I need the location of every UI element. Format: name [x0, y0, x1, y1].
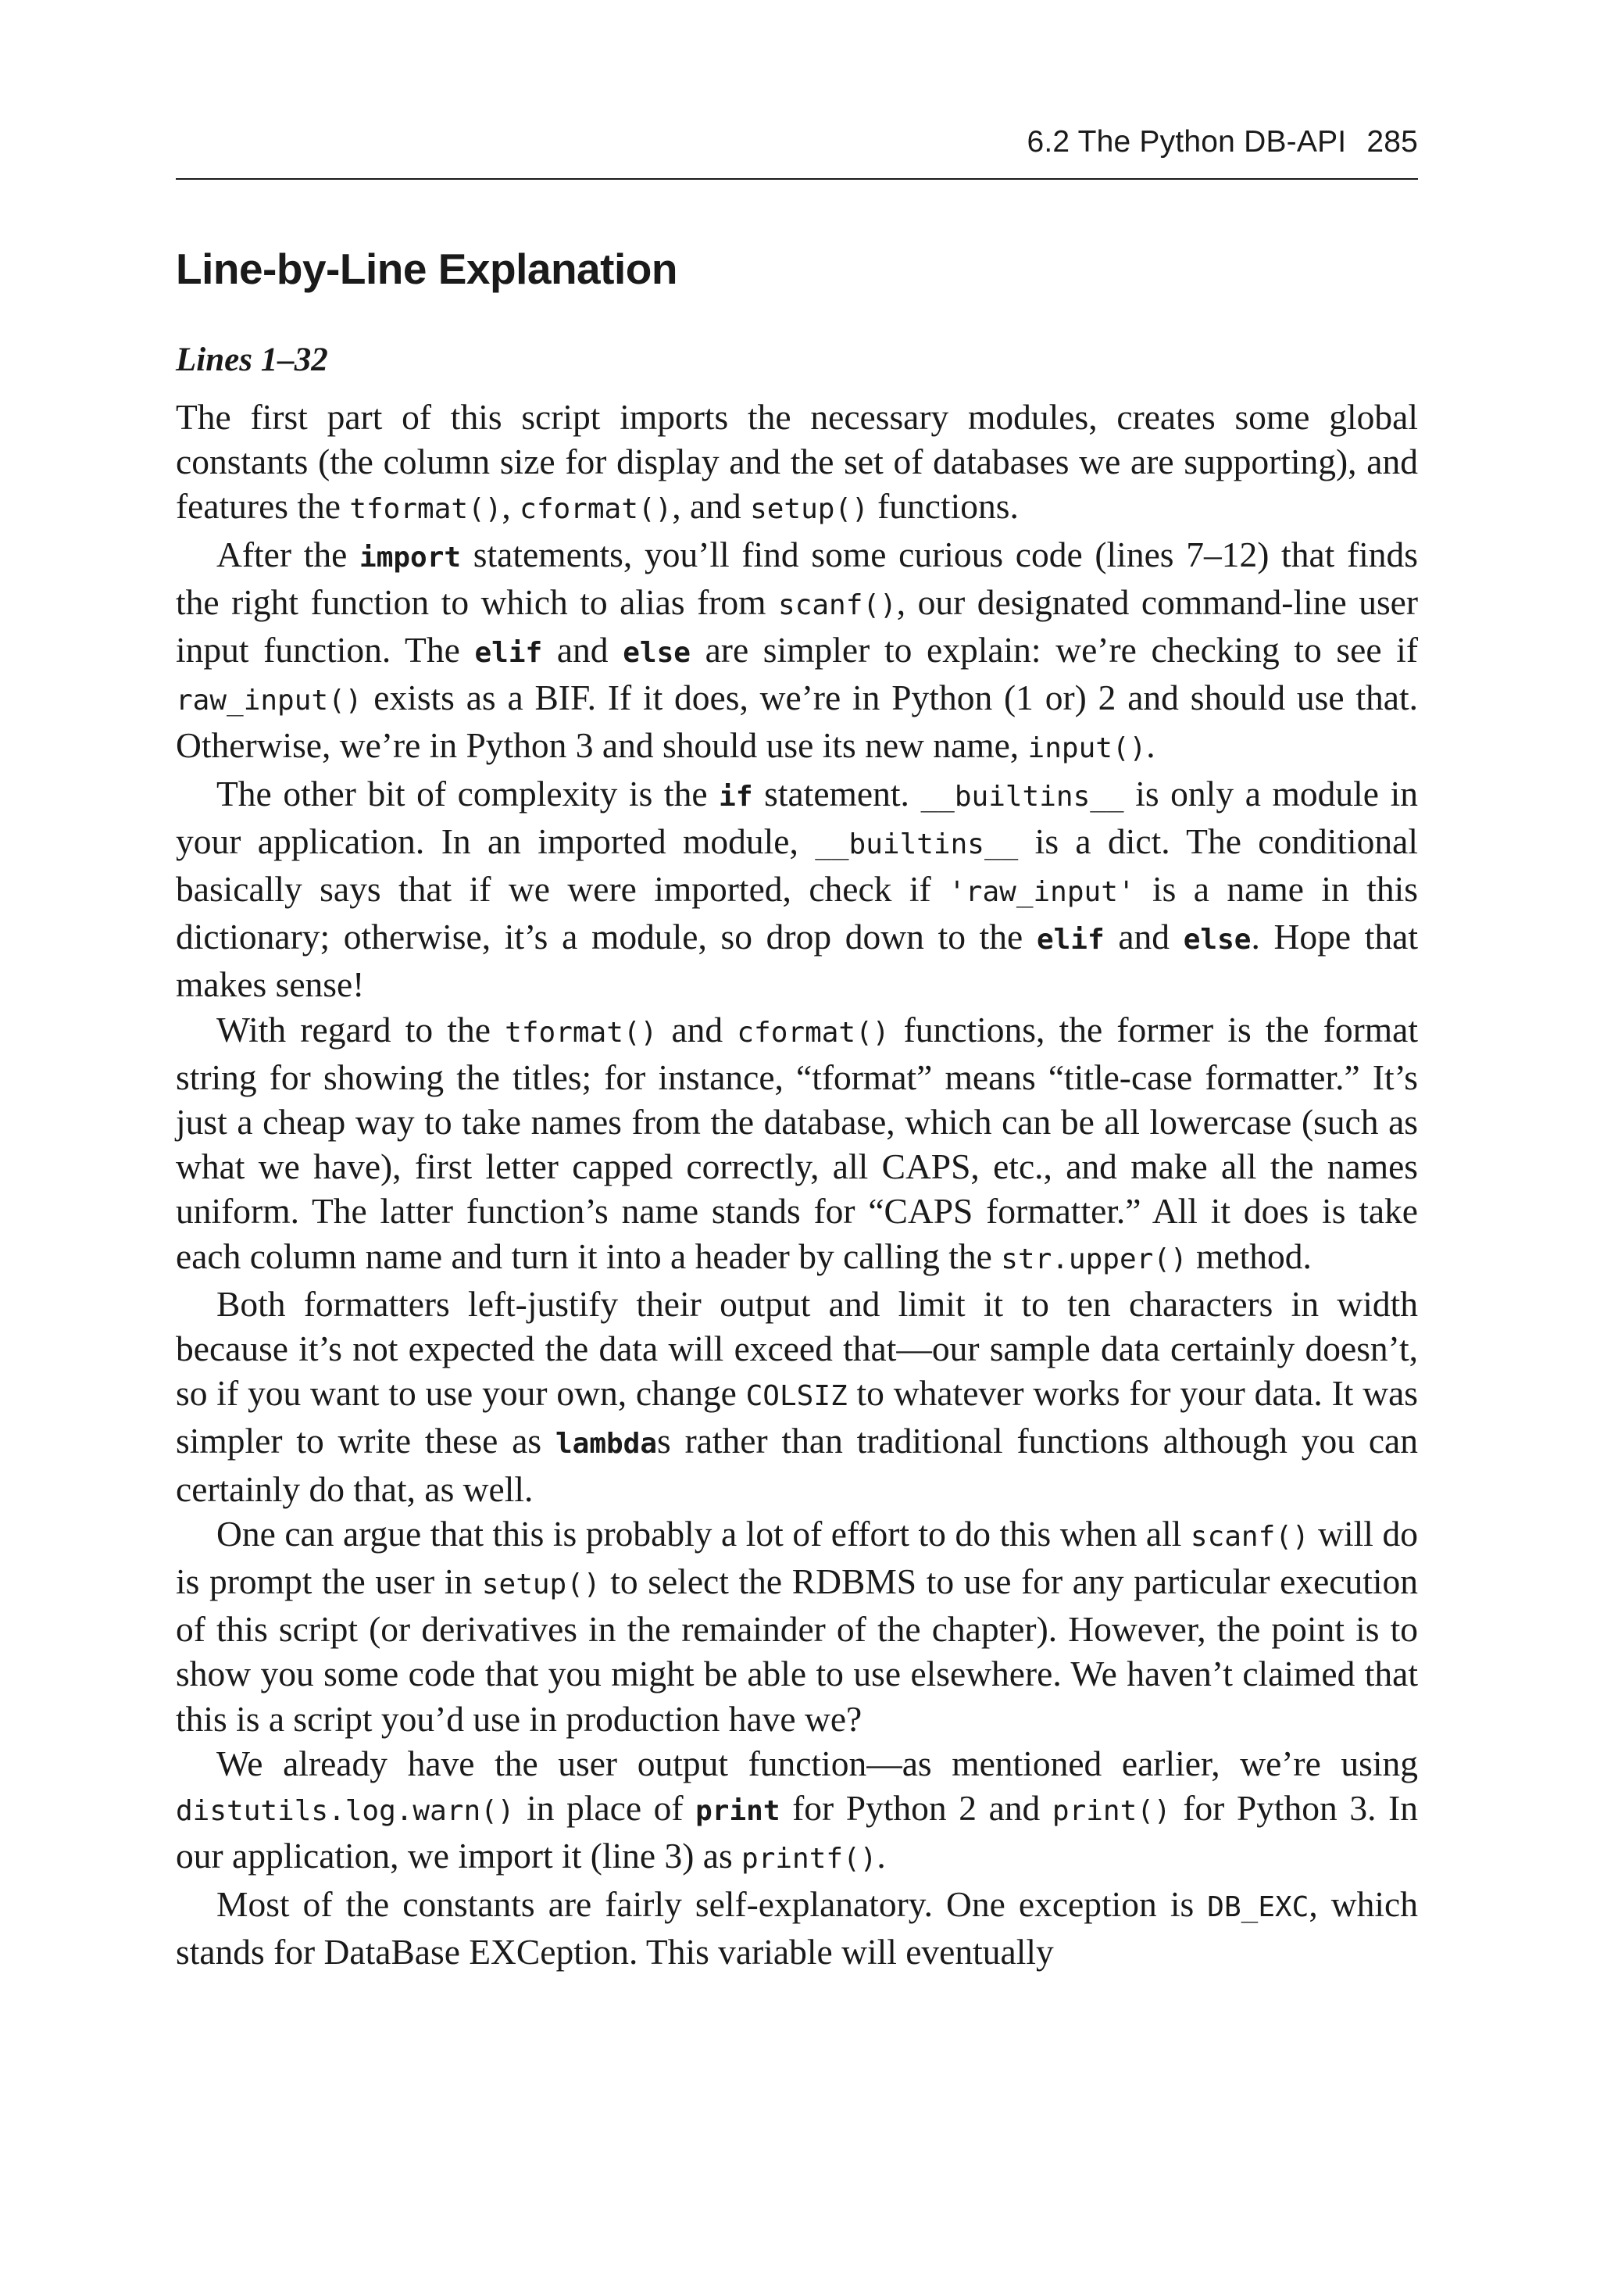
inline-keyword: lambda — [555, 1428, 658, 1461]
paragraph — [176, 1882, 1418, 1974]
text-run: exists as a BIF. If it does, we’re in Python (1 or) 2 and should use that. Otherwise, we’re in Python 3 and should use its new name, — [176, 678, 1418, 766]
text-run: After the — [216, 534, 360, 574]
inline-keyword: print — [695, 1795, 780, 1828]
text-run: functions. — [868, 486, 1019, 527]
inline-code: printf() — [741, 1843, 877, 1876]
paragraph — [176, 532, 1418, 771]
paragraph — [176, 1007, 1418, 1282]
text-run: , which stands for DataBase EXCeption. This variable will eventually — [176, 1883, 1418, 1972]
text-run: for Python 2 and — [780, 1788, 1052, 1829]
inline-code: scanf() — [1190, 1520, 1309, 1553]
inline-code: cformat() — [737, 1016, 890, 1049]
text-run: is a name in this dictionary; otherwise, it’s a module, so drop down to the — [176, 869, 1418, 957]
text-run: We already have the user output function—as mentioned earlier, we’re using — [216, 1743, 1418, 1783]
paragraph — [176, 395, 1418, 532]
text-run: . — [877, 1836, 886, 1876]
running-header-section: 6.2 The Python DB-API — [1027, 125, 1347, 159]
subsection-heading: Lines 1–32 — [176, 342, 328, 378]
section-title: Line-by-Line Explanation — [176, 245, 677, 293]
inline-keyword: elif — [474, 637, 543, 670]
text-run: and — [657, 1009, 738, 1050]
text-run: statements, you’ll find some curious code (lines 7–12) that finds the right function to which to alias from — [176, 534, 1419, 622]
inline-code: COLSIZ — [745, 1380, 848, 1413]
inline-code: input() — [1027, 732, 1147, 765]
text-run: , and — [672, 486, 751, 527]
text-run: . — [1146, 725, 1155, 766]
text-run: are simpler to explain: we’re checking to see if — [690, 630, 1418, 671]
inline-code: __builtins__ — [920, 780, 1124, 813]
paragraph — [176, 1282, 1418, 1511]
page-number: 285 — [1366, 125, 1418, 159]
text-run: , our designated command-line user input function. The — [176, 581, 1418, 671]
text-run: is only a module in your application. In an imported module, — [176, 773, 1419, 861]
inline-keyword: import — [359, 541, 462, 574]
text-run: . Hope that makes sense! — [176, 917, 1418, 1005]
inline-code: print() — [1052, 1795, 1171, 1828]
text-run: Most of the constants are fairly self-explanatory. One exception is — [216, 1883, 1208, 1924]
inline-keyword: else — [1183, 924, 1252, 957]
inline-keyword: if — [719, 780, 753, 813]
text-run: The first part of this script imports the necessary modules, creates some global constants (the column size for display and the set of databases we are supporting), and features the — [176, 397, 1418, 527]
inline-code: tformat() — [505, 1016, 658, 1049]
inline-code: __builtins__ — [815, 828, 1019, 860]
text-run: , — [502, 486, 520, 527]
body-text — [176, 395, 1418, 1974]
text-run: functions, the former is the format string for showing the titles; for instance, “tformat” means “title-case formatter.” It’s just a cheap way to take names from the database, which can be all lowercase (such as what we have), first letter capped correctly, all CAPS, etc., and make all the names uniform. The latter function’s name stands for “CAPS formatter.” All it does is take each column name and turn it into a header by calling the — [176, 1009, 1419, 1276]
header-rule — [176, 178, 1418, 180]
text-run: s rather than traditional functions although you can certainly do that, as well. — [176, 1421, 1418, 1509]
inline-code: setup() — [481, 1568, 601, 1601]
running-header — [1027, 125, 1418, 159]
text-run: and — [542, 630, 623, 671]
paragraph — [176, 1511, 1418, 1741]
inline-code: cformat() — [520, 493, 673, 526]
text-run: method. — [1187, 1236, 1312, 1276]
text-run: Both formatters left-justify their output and limit it to ten characters in width because it’s not expected the data will exceed that—our sample data certainly doesn’t, so if you want to use your own, change — [176, 1283, 1418, 1414]
inline-code: 'raw_input' — [948, 876, 1135, 909]
text-run: With regard to the — [216, 1009, 505, 1050]
inline-code: DB_EXC — [1207, 1890, 1309, 1923]
inline-keyword: else — [623, 637, 691, 670]
inline-code: scanf() — [778, 588, 897, 621]
inline-code: distutils.log.warn() — [176, 1795, 515, 1828]
text-run: to select the RDBMS to use for any particular execution of this script (or derivatives in the remainder of the chapter). However, the point is to show you some code that you might be able to use elsewhere. We haven’t claimed that this is a script you’d use in production have we? — [176, 1561, 1418, 1739]
inline-code: raw_input() — [176, 685, 362, 717]
text-run: will do is prompt the user in — [176, 1513, 1418, 1602]
paragraph — [176, 1741, 1418, 1882]
inline-code: tformat() — [349, 493, 502, 526]
text-run: statement. — [752, 773, 921, 814]
text-run: to whatever works for your data. It was simpler to write these as — [176, 1373, 1418, 1461]
inline-keyword: elif — [1036, 924, 1105, 957]
text-run: One can argue that this is probably a lot of effort to do this when all — [216, 1513, 1191, 1554]
text-run: and — [1104, 917, 1184, 957]
inline-code: str.upper() — [1001, 1243, 1188, 1275]
text-run: in place of — [514, 1788, 696, 1829]
inline-code: setup() — [750, 493, 869, 526]
text-run: for Python 3. In our application, we import it (line 3) as — [176, 1788, 1418, 1876]
paragraph — [176, 771, 1418, 1007]
text-run: is a dict. The conditional basically says that if we were imported, check if — [176, 821, 1418, 910]
text-run: The other bit of complexity is the — [216, 773, 720, 814]
